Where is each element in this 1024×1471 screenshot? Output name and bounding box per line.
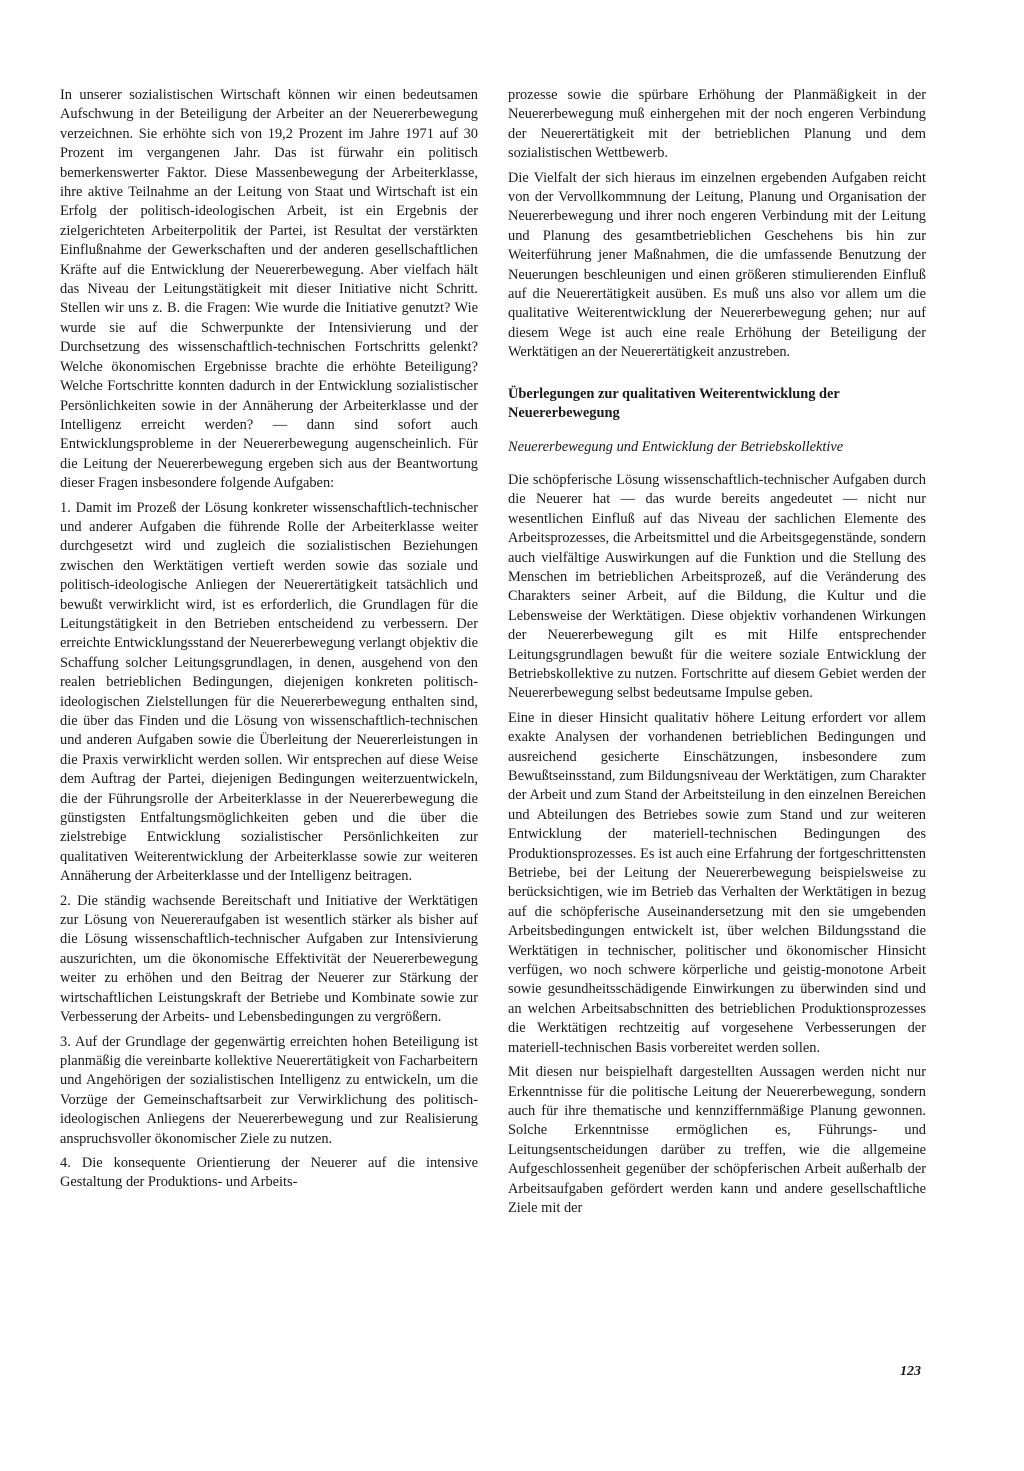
left-column xyxy=(60,86,478,1198)
paragraph: 2. Die ständig wachsende Bereitschaft und Initiative der Werktätigen zur Lösung von Neuereraufgaben ist wesentlich stärker als bisher auf die Lösung wissenschaftlich-technischer Aufgaben zur Intensivierung auszurichten, um die ökonomische Effektivität der Neuererbewegung weiter zu erhöhen und den Beitrag der Neuerer zur Stärkung der wirtschaftlichen Leistungskraft der Betriebe und Kombinate sowie zur Verbesserung der Arbeits- und Lebensbedingungen zu vergrößern. xyxy=(60,892,478,1026)
paragraph: Die schöpferische Lösung wissenschaftlich-technischer Aufgaben durch die Neuerer hat — das wurde bereits angedeutet — nicht nur wesentlichen Einfluß auf das Niveau der sachlichen Elemente des Arbeitsprozesses, die Arbeitsmittel und die Arbeitsgegenstände, sondern auch vielfältige Auswirkungen auf die Funktion und die Stellung des Menschen im betrieblichen Arbeitsprozeß, auf die Veränderung des Charakters seiner Arbeit, auf die Bildung, die Kultur und die Lebensweise der Werktätigen. Diese objektiv vorhandenen Wirkungen der Neuererbewegung gilt es mit Hilfe entsprechender Leitungsgrundlagen bewußt für die weitere soziale Entwicklung der Betriebskollektive zu nutzen. Fortschritte auf diesem Gebiet werden der Neuererbewegung selbst bedeutsame Impulse geben. xyxy=(508,471,926,702)
section-heading: Überlegungen zur qualitativen Weiterentwicklung der Neuererbewegung xyxy=(508,385,840,422)
paragraph: Mit diesen nur beispielhaft dargestellten Aussagen werden nicht nur Erkenntnisse für die politische Leitung der Neuererbewegung, sondern auch für ihre thematische und kennziffernmäßige Planung gewonnen. Solche Erkenntnisse ermöglichen es, Führungs- und Leitungsentscheidungen darüber zu treffen, wie die allgemeine Aufgeschlossenheit gegenüber der schöpferischen Arbeit außerhalb der Arbeitsaufgaben gefördert werden kann und andere gesellschaftliche Ziele mit der xyxy=(508,1064,926,1216)
page-number: 123 xyxy=(900,1364,921,1379)
paragraph: Eine in dieser Hinsicht qualitativ höhere Leitung erfordert vor allem exakte Analysen der vorhandenen betrieblichen Bedingungen und ausreichend gesicherte Einschätzungen, insbesondere zum Bewußtseinsstand, zum Bildungsniveau der Werktätigen, zum Charakter der Arbeit und zum Stand der Arbeitsteilung in den einzelnen Bereichen und Abteilungen des Betriebes sowie zum Stand und zur weiteren Entwicklung der materiell-technischen Bedingungen des Produktionsprozesses. Es ist auch eine Erfahrung der fortgeschrittensten Betriebe, bei der Leitung der Neuererbewegung beispielsweise zu berücksichtigen, wie im Betrieb das Verhalten der Werktätigen in bezug auf die schöpferische Auseinandersetzung mit den sie umgebenden Arbeitsbedingungen entwickelt ist, über welchen Bildungsstand die Werktätigen in technischer, politischer und ökonomischer Hinsicht verfügen, wo noch schwere körperliche und geistig-monotone Arbeit sowie gesundheitsschädigende Einwirkungen zu überwinden sind und an welchen Arbeitsabschnitten des betrieblichen Produktionsprozesses die Werktätigen rechtzeitig auf vorgesehene Verbesserungen der materiell-technischen Basis vorbereitet werden sollen. xyxy=(508,709,926,1056)
paragraph: Die Vielfalt der sich hieraus im einzelnen ergebenden Aufgaben reicht von der Vervollkommnung der Leitung, Planung und Organisation der Neuererbewegung und ihrer noch engeren Verbindung mit der Leitung und Planung des gesamtbetrieblichen Geschehens bis hin zur Weiterführung jener Maßnahmen, die die umfassende Benutzung der Neuerungen beschleunigen und einen größeren stimulierenden Einfluß auf die Neuerertätigkeit ausüben. Es muß uns also vor allem um die qualitative Weiterentwicklung der Neuererbewegung gehen; nur auf diesem Wege ist auch eine reale Erhöhung der Beteiligung der Werktätigen an der Neuerertätigkeit anzustreben. xyxy=(508,169,926,361)
paragraph: 4. Die konsequente Orientierung der Neuerer auf die intensive Gestaltung der Produktions- und Arbeits- xyxy=(60,1154,478,1191)
paragraph: 3. Auf der Grundlage der gegenwärtig erreichten hohen Beteiligung ist planmäßig die vereinbarte kollektive Neuerertätigkeit von Facharbeitern und Angehörigen der sozialistischen Intelligenz zu entwickeln, um die Vorzüge der Gemeinschaftsarbeit zur Verwirklichung des politisch-ideologischen Anliegens der Neuererbewegung und zur Realisierung anspruchsvoller ökonomischer Ziele zu nutzen. xyxy=(60,1033,478,1147)
section-subheading: Neuererbewegung und Entwicklung der Betriebskollektive xyxy=(508,438,844,455)
right-column xyxy=(508,86,926,1223)
paragraph: prozesse sowie die spürbare Erhöhung der Planmäßigkeit in der Neuererbewegung muß einhergehen mit der noch engeren Verbindung der Neuerertätigkeit mit der betrieblichen Planung und dem sozialistischen Wettbewerb. xyxy=(508,87,926,162)
paragraph: In unserer sozialistischen Wirtschaft können wir einen bedeutsamen Aufschwung in der Beteiligung der Arbeiter an der Neuererbewegung verzeichnen. Sie erhöhte sich von 19,2 Prozent im Jahre 1971 auf 30 Prozent im vergangenen Jahr. Das ist fürwahr ein politisch bemerkenswerter Faktor. Diese Massenbewegung der Arbeiterklasse, ihre aktive Teilnahme an der Leitung von Staat und Wirtschaft ist ein Erfolg der politisch-ideologischen Arbeit, ist ein Ergebnis der zielgerichteten Arbeiterpolitik der Partei, ist Resultat der verstärkten Einflußnahme der Gewerkschaften und der anderen gesellschaftlichen Kräfte auf die Entwicklung der Neuererbewegung. Aber vielfach hält das Niveau der Leitungstätigkeit mit dieser Initiative nicht Schritt. Stellen wir uns z. B. die Fragen: Wie wurde die Initiative genutzt? Wie wurde sie auf die Schwerpunkte der Intensivierung und der Durchsetzung des wissenschaftlich-technischen Fortschritts gelenkt? Welche ökonomischen Ergebnisse brachte die erhöhte Beteiligung? Welche Fortschritte konnten dadurch in der Entwicklung sozialistischer Persönlichkeiten sowie in der Annäherung der Arbeiterklasse und der Intelligenz erreicht werden? — dann sind sofort auch Entwicklungsprobleme in der Neuererbewegung augenscheinlich. Für die Leitung der Neuererbewegung ergeben sich aus der Beantwortung dieser Fragen insbesondere folgende Aufgaben: xyxy=(60,87,478,492)
paragraph: 1. Damit im Prozeß der Lösung konkreter wissenschaftlich-technischer und anderer Aufgaben die führende Rolle der Arbeiterklasse weiter durchgesetzt wird und zugleich die sozialistischen Beziehungen zwischen den Werktätigen vertieft werden sowie das soziale und politisch-ideologische Anliegen der Neuerertätigkeit tatsächlich und bewußt verwirklicht wird, ist es erforderlich, die Grundlagen für die Leitungstätigkeit in den Betrieben entscheidend zu verbessern. Der erreichte Entwicklungsstand der Neuererbewegung verlangt objektiv die Schaffung solcher Leitungsgrundlagen, in denen, ausgehend von den realen betrieblichen Bedingungen, diejenigen konkreten politisch-ideologischen Zielstellungen für die Neuererbewegung enthalten sind, die über das Finden und die Lösung von wissenschaftlich-technischen und anderen Aufgaben sowie die Überleitung der Neuererleistungen in die Praxis verwirklicht werden sollen. Wir entsprechen auf diese Weise dem Auftrag der Partei, diejenigen Bedingungen weiterzuentwickeln, die der Führungsrolle der Arbeiterklasse in der Neuererbewegung die günstigsten Entfaltungsmöglichkeiten geben und die über die zielstrebige Entwicklung sozialistischer Persönlichkeiten zur qualitativen Weiterentwicklung der Arbeiterklasse sowie zur weiteren Annäherung der Arbeiterklasse und der Intelligenz beitragen. xyxy=(60,499,478,885)
